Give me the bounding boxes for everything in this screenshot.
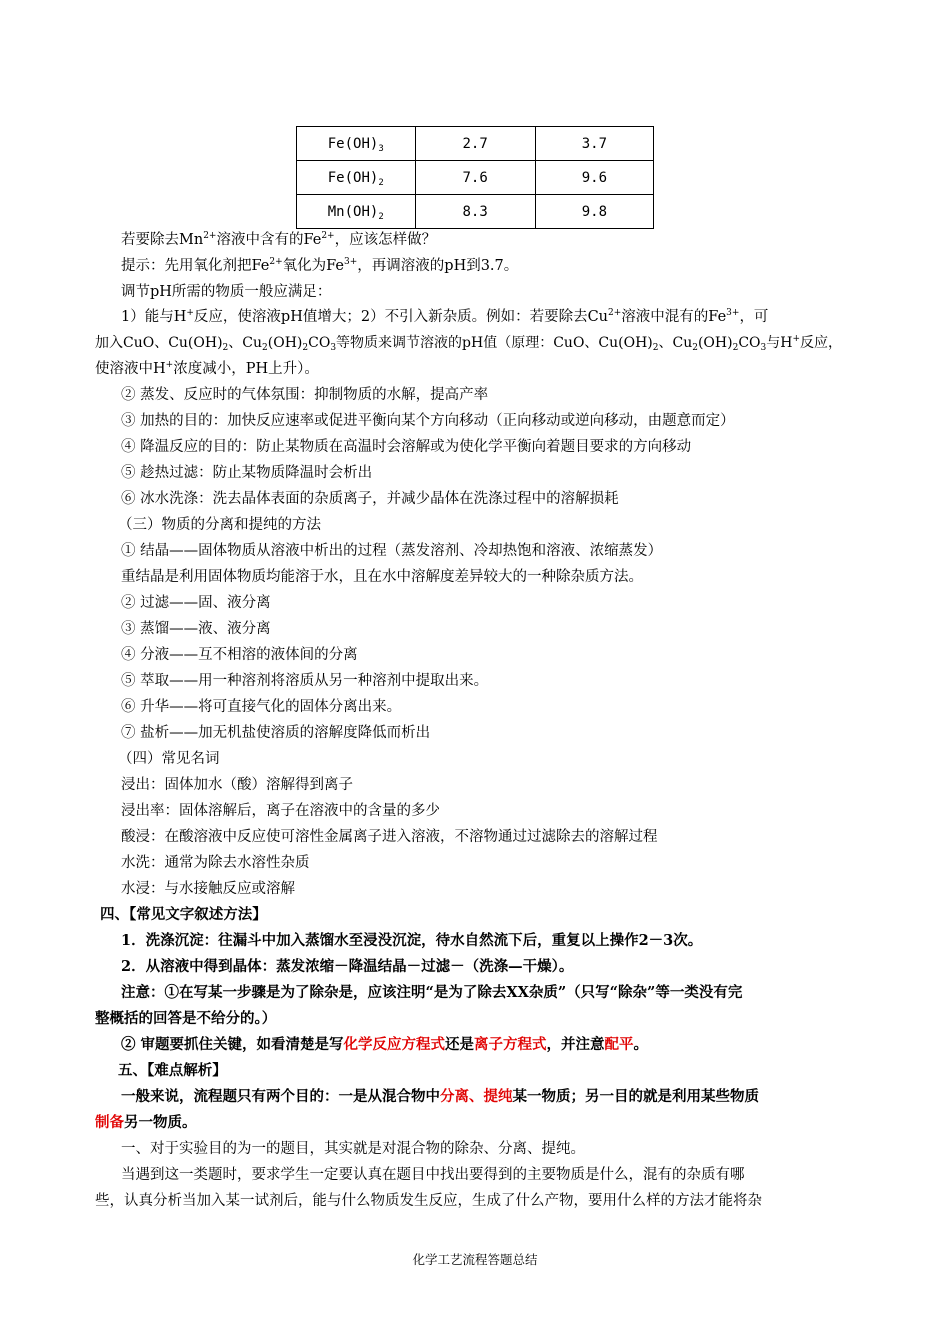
text-line: 1）能与H+反应，使溶液pH值增大；2）不引入新杂质。例如：若要除去$Cu^{2+}$溶液中混有的$Fe^{3+}$，可: [121, 308, 769, 325]
part-heading: 四、【常见文字叙述方法】: [100, 906, 267, 923]
list-item: ⑤ 趁热过滤：防止某物质降温时会析出: [121, 465, 373, 481]
text-line: 些，认真分析当加入某一试剂后，能与什么物质发生反应，生成了什么产物，要用什么样的方法才能将杂: [95, 1193, 762, 1209]
list-item: 水洗：通常为除去水溶性杂质: [121, 855, 310, 871]
list-item: 水浸：与水接触反应或溶解: [121, 881, 295, 897]
list-item: ② 过滤——固、液分离: [121, 595, 271, 611]
table-row: [297, 195, 654, 229]
list-item: 浸出率：固体溶解后，离子在溶液中的含量的多少: [121, 803, 440, 819]
text-line: 一、对于实验目的为一的题目，其实就是对混合物的除杂、分离、提纯。: [121, 1141, 585, 1157]
ph-end-cell: 3.7: [535, 127, 653, 161]
list-item: ④ 降温反应的目的：防止某物质在高温时会溶解或为使化学平衡向着题目要求的方向移动: [121, 439, 692, 455]
text-line: 当遇到这一类题时，要求学生一定要认真在题目中找出要得到的主要物质是什么，混有的杂质有哪: [121, 1167, 745, 1183]
list-item: ④ 分液——互不相溶的液体间的分离: [121, 647, 358, 663]
hint-line: 提示：先用氧化剂把$Fe^{2+}$氧化为$Fe^{3+}$，再调溶液的pH到3.7。: [121, 257, 519, 274]
text-line: 注意：①在写某一步骤是为了除杂是，应该注明“是为了除去XX杂质”（只写“除杂”等一类没有完: [121, 984, 743, 1001]
question-line: 若要除去$Mn^{2+}$溶液中含有的$Fe^{2+}$，应该怎样做？: [121, 231, 437, 248]
text-line: 2．从溶液中得到晶体：蒸发浓缩－降温结晶－过滤－（洗涤—干燥）。: [121, 958, 574, 975]
text-line: ② 审题要抓住关键，如看清楚是写化学反应方程式还是离子方程式，并注意配平。: [121, 1036, 649, 1053]
text-line: 加入CuO、$Cu(OH)_2$、$Cu_2(OH)_2CO_3$等物质来调节溶液的pH值（原理：CuO、$Cu(OH)_2$、$Cu_2(OH)_2CO_3$与H+反应，: [95, 334, 843, 353]
compound-cell: $Fe(OH)_2$: [297, 161, 416, 195]
compound-cell: $Fe(OH)_3$: [297, 127, 416, 161]
ph-start-cell: 8.3: [415, 195, 535, 229]
list-item: ⑥ 升华——将可直接气化的固体分离出来。: [121, 699, 402, 715]
section-heading: （三）物质的分离和提纯的方法: [118, 517, 321, 533]
list-item: 酸浸：在酸溶液中反应使可溶性金属离子进入溶液，不溶物通过过滤除去的溶解过程: [121, 829, 658, 845]
ph-table: [296, 126, 654, 229]
ph-start-cell: 2.7: [415, 127, 535, 161]
compound-cell: $Mn(OH)_2$: [297, 195, 416, 229]
list-item: 重结晶是利用固体物质均能溶于水，且在水中溶解度差异较大的一种除杂质方法。: [121, 569, 643, 585]
page-footer: 化学工艺流程答题总结: [412, 1252, 538, 1267]
list-item: ⑦ 盐析——加无机盐使溶质的溶解度降低而析出: [121, 725, 431, 741]
list-item: 浸出：固体加水（酸）溶解得到离子: [121, 777, 353, 793]
text-line: 制备另一物质。: [95, 1114, 197, 1131]
ph-end-cell: 9.6: [535, 161, 653, 195]
text-line: 整概括的回答是不给分的。）: [95, 1010, 277, 1027]
list-item: ③ 蒸馏——液、液分离: [121, 621, 271, 637]
list-item: ⑤ 萃取——用一种溶剂将溶质从另一种溶剂中提取出来。: [121, 673, 489, 689]
text-line: 一般来说，流程题只有两个目的：一是从混合物中分离、提纯某一物质；另一目的就是利用某些物质: [121, 1088, 759, 1105]
text-line: 调节pH所需的物质一般应满足：: [121, 284, 332, 300]
list-item: ① 结晶——固体物质从溶液中析出的过程（蒸发溶剂、冷却热饱和溶液、浓缩蒸发）: [121, 543, 663, 559]
list-item: ② 蒸发、反应时的气体氛围：抑制物质的水解，提高产率: [121, 387, 489, 403]
part-heading: 五、【难点解析】: [118, 1062, 227, 1079]
table-row: [297, 127, 654, 161]
list-item: ⑥ 冰水洗涤：洗去晶体表面的杂质离子，并减少晶体在洗涤过程中的溶解损耗: [121, 491, 619, 507]
ph-start-cell: 7.6: [415, 161, 535, 195]
ph-end-cell: 9.8: [535, 195, 653, 229]
table-row: [297, 161, 654, 195]
text-line: 使溶液中H+浓度减小，PH上升）。: [95, 360, 319, 377]
text-line: 1．洗涤沉淀：往漏斗中加入蒸馏水至浸没沉淀，待水自然流下后，重复以上操作2－3次。: [121, 932, 703, 949]
list-item: ③ 加热的目的：加快反应速率或促进平衡向某个方向移动（正向移动或逆向移动，由题意而定）: [121, 413, 735, 429]
section-heading: （四）常见名词: [118, 751, 220, 767]
